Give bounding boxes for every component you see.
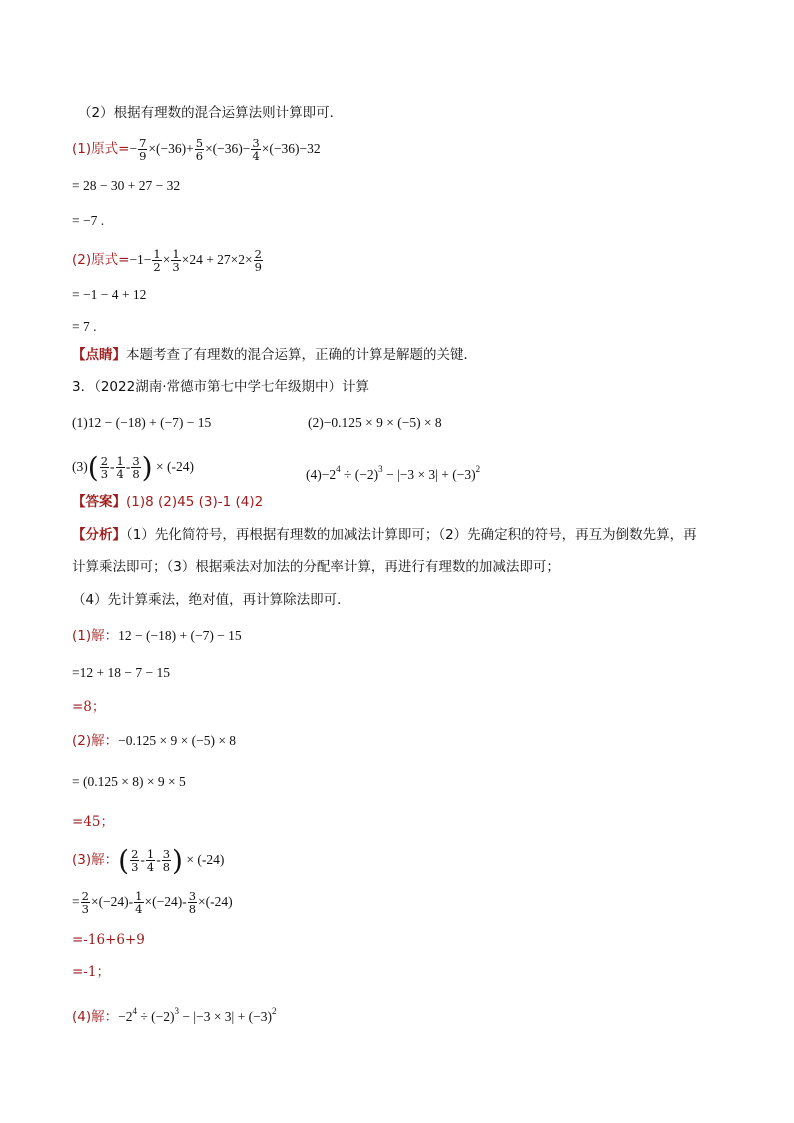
answer-line xyxy=(72,492,734,512)
q3-solution-3: (3)解：( $\frac{2}{3}$ - $\frac{1}{4}$ - $\frac{3}{8}$ ) × (-24) xyxy=(72,844,225,877)
question-3-item-4: $(4)-2^4 \div (-2)^3 - |-3 \times 3| + (-3)^2$ xyxy=(306,464,481,482)
fraction: $\frac{2}{3}$ xyxy=(131,847,139,874)
solution-2-label: (2)原式= xyxy=(72,252,130,268)
q3-solution-2-step: = (0.125 × 8) × 9 × 5 xyxy=(72,774,186,789)
fraction: $\frac{2}{3}$ xyxy=(100,454,109,481)
q3-solution-1-result: =8； xyxy=(72,699,106,715)
question-3-item-3: (3)( $\frac{2}{3}$ - $\frac{1}{4}$ - $\frac{3}{8}$ ) × (-24) xyxy=(72,451,194,484)
fraction: $\frac{1}{4}$ xyxy=(116,454,124,481)
question-3-item-2: (2)−0.125 × 9 × (−5) × 8 xyxy=(308,415,442,430)
analysis-tag: 【分析】 xyxy=(72,527,126,543)
q3-solution-3-step-2: =-16+6+9 xyxy=(72,932,145,948)
answer-text: (1)8 (2)45 (3)-1 (4)2 xyxy=(126,494,264,510)
key-point-text: 本题考查了有理数的混合运算，正确的计算是解题的关键． xyxy=(126,347,477,363)
fraction: $\frac{1}{3}$ xyxy=(172,247,180,274)
solution-1-label: (1)原式= xyxy=(72,141,130,157)
question-source: （2022湖南·常德市第七中学七年级期中） xyxy=(94,379,342,395)
solution-2-result: = 7 . xyxy=(72,319,97,334)
q3-solution-3-result: =-1； xyxy=(72,964,110,980)
q3-solution-3-step: = $\frac{2}{3}$ ×(−24)- $\frac{1}{4}$ ×(−24)- $\frac{3}{8}$ ×(-24) xyxy=(72,889,233,916)
q3-solution-1-step: =12 + 18 − 7 − 15 xyxy=(72,665,170,680)
fraction: $\frac{3}{8}$ xyxy=(132,454,140,481)
key-point-tag: 【点睛】 xyxy=(72,347,126,363)
q3-solution-4: (4)解：$-2^4 \div (-2)^3 - |-3 \times 3| + (-3)^2$ xyxy=(72,1006,277,1025)
fraction: $\frac{7}{9}$ xyxy=(139,136,147,163)
fraction: $\frac{1}{2}$ xyxy=(153,247,161,274)
q3-solution-2: (2)解：−0.125 × 9 × (−5) × 8 xyxy=(72,733,237,749)
q3-solution-1: (1)解：12 − (−18) + (−7) − 15 xyxy=(72,628,242,644)
solution-1-expression: (1)原式=− $\frac{7}{9}$ ×(−36)+ $\frac{5}{6}$ ×(−36)− $\frac{3}{4}$ ×(−36)−32 xyxy=(72,136,321,163)
fraction: $\frac{5}{6}$ xyxy=(195,136,204,163)
solution-1-step: = 28 − 30 + 27 − 32 xyxy=(72,178,181,193)
fraction: $\frac{3}{4}$ xyxy=(252,136,260,163)
q3-solution-2-result: =45； xyxy=(72,814,114,830)
question-3-item-1: (1)12 − (−18) + (−7) − 15 xyxy=(72,415,212,430)
key-point xyxy=(72,345,734,365)
analysis-line-3: （4）先计算乘法，绝对值，再计算除法即可． xyxy=(72,592,351,608)
fraction: $\frac{2}{9}$ xyxy=(254,247,262,274)
solution-2-expression: (2)原式=−1− $\frac{1}{2}$ × $\frac{1}{3}$ ×24 + 27×2× $\frac{2}{9}$ xyxy=(72,247,262,274)
solution-1-result: = −7 . xyxy=(72,213,105,228)
analysis-line-1: 【分析】（1）先化简符号，再根据有理数的加减法计算即可；（2）先确定积的符号，再互为倒数先算，再 xyxy=(72,527,697,543)
question-3-title: 3．（2022湖南·常德市第七中学七年级期中）计算 xyxy=(72,379,369,395)
fraction: $\frac{3}{8}$ xyxy=(162,847,171,874)
answer-tag: 【答案】 xyxy=(72,494,126,510)
solution-2-step: = −1 − 4 + 12 xyxy=(72,287,147,302)
analysis-line-2: 计算乘法即可；（3）根据乘法对加法的分配率计算，再进行有理数的加减法即可； xyxy=(72,559,560,575)
fraction: $\frac{3}{8}$ xyxy=(188,889,197,916)
fraction: $\frac{1}{4}$ xyxy=(146,847,155,874)
fraction: $\frac{2}{3}$ xyxy=(81,889,89,916)
fraction: $\frac{1}{4}$ xyxy=(135,889,143,916)
analysis-part-2: （2）根据有理数的混合运算法则计算即可． xyxy=(78,105,344,121)
